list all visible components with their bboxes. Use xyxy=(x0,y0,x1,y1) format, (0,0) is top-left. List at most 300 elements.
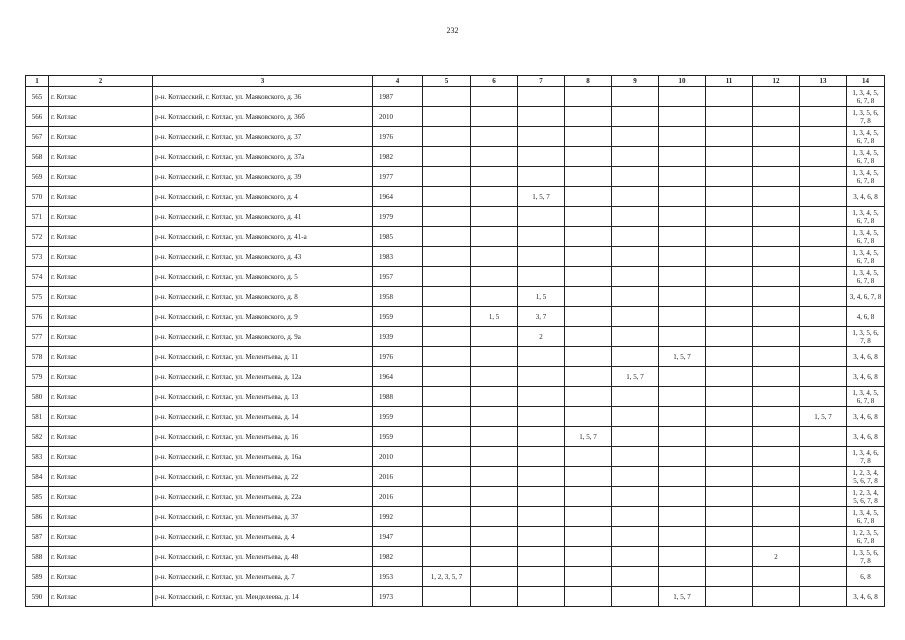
cell-col14: 4, 6, 8 xyxy=(847,307,885,327)
register-table xyxy=(25,75,885,607)
column-header-3: 3 xyxy=(153,76,373,87)
cell-col8 xyxy=(565,547,612,567)
cell-col8 xyxy=(565,507,612,527)
cell-col10: 1, 5, 7 xyxy=(659,587,706,607)
cell-col7 xyxy=(518,107,565,127)
cell-settlement: г. Котлас xyxy=(49,287,153,307)
cell-col7 xyxy=(518,567,565,587)
cell-col14: 1, 3, 4, 6, 7, 8 xyxy=(847,447,885,467)
cell-number: 584 xyxy=(26,467,49,487)
cell-year: 1973 xyxy=(373,587,423,607)
table-row xyxy=(26,547,885,567)
cell-col10 xyxy=(659,547,706,567)
cell-number: 567 xyxy=(26,127,49,147)
cell-col9 xyxy=(612,187,659,207)
cell-settlement: г. Котлас xyxy=(49,527,153,547)
cell-col14: 3, 4, 6, 7, 8 xyxy=(847,287,885,307)
cell-col12 xyxy=(753,447,800,467)
cell-col12 xyxy=(753,247,800,267)
table-row xyxy=(26,407,885,427)
cell-col10 xyxy=(659,307,706,327)
cell-address: р-н. Котласский, г. Котлас, ул. Маяковского, д. 37 xyxy=(153,127,373,147)
cell-col8 xyxy=(565,387,612,407)
cell-col13 xyxy=(800,487,847,507)
cell-col9: 1, 5, 7 xyxy=(612,367,659,387)
cell-col11 xyxy=(706,527,753,547)
cell-col6 xyxy=(471,167,518,187)
cell-col14: 6, 8 xyxy=(847,567,885,587)
cell-year: 1992 xyxy=(373,507,423,527)
cell-col13 xyxy=(800,167,847,187)
cell-col8 xyxy=(565,407,612,427)
cell-col9 xyxy=(612,447,659,467)
cell-col11 xyxy=(706,147,753,167)
cell-number: 579 xyxy=(26,367,49,387)
cell-col5 xyxy=(423,307,471,327)
cell-col8 xyxy=(565,147,612,167)
cell-settlement: г. Котлас xyxy=(49,567,153,587)
cell-col9 xyxy=(612,547,659,567)
cell-col9 xyxy=(612,147,659,167)
cell-col7 xyxy=(518,387,565,407)
cell-col8 xyxy=(565,527,612,547)
cell-col11 xyxy=(706,547,753,567)
cell-address: р-н. Котласский, г. Котлас, ул. Маяковского, д. 37а xyxy=(153,147,373,167)
table-row xyxy=(26,227,885,247)
cell-col9 xyxy=(612,107,659,127)
cell-col9 xyxy=(612,487,659,507)
cell-col6 xyxy=(471,227,518,247)
cell-col6 xyxy=(471,507,518,527)
cell-col10 xyxy=(659,287,706,307)
cell-address: р-н. Котласский, г. Котлас, ул. Маяковского, д. 9 xyxy=(153,307,373,327)
cell-col7: 1, 5 xyxy=(518,287,565,307)
cell-year: 1979 xyxy=(373,207,423,227)
cell-col13 xyxy=(800,427,847,447)
cell-year: 1988 xyxy=(373,387,423,407)
cell-col5: 1, 2, 3, 5, 7 xyxy=(423,567,471,587)
cell-col6 xyxy=(471,407,518,427)
cell-col14: 1, 3, 5, 6, 7, 8 xyxy=(847,327,885,347)
cell-col12 xyxy=(753,587,800,607)
cell-col10 xyxy=(659,227,706,247)
cell-settlement: г. Котлас xyxy=(49,227,153,247)
cell-col7 xyxy=(518,267,565,287)
cell-year: 1976 xyxy=(373,347,423,367)
cell-year: 2010 xyxy=(373,107,423,127)
cell-year: 1983 xyxy=(373,247,423,267)
cell-col14: 1, 3, 4, 5, 6, 7, 8 xyxy=(847,267,885,287)
cell-settlement: г. Котлас xyxy=(49,467,153,487)
cell-address: р-н. Котласский, г. Котлас, ул. Мелентьева, д. 37 xyxy=(153,507,373,527)
cell-col9 xyxy=(612,167,659,187)
cell-col11 xyxy=(706,587,753,607)
cell-col14: 1, 3, 4, 5, 6, 7, 8 xyxy=(847,127,885,147)
cell-col9 xyxy=(612,207,659,227)
cell-col7: 1, 5, 7 xyxy=(518,187,565,207)
cell-col6 xyxy=(471,487,518,507)
cell-col9 xyxy=(612,307,659,327)
cell-col11 xyxy=(706,187,753,207)
table-row xyxy=(26,147,885,167)
cell-col6 xyxy=(471,127,518,147)
cell-col6 xyxy=(471,427,518,447)
cell-col8 xyxy=(565,187,612,207)
cell-col11 xyxy=(706,367,753,387)
cell-col13 xyxy=(800,507,847,527)
table-row xyxy=(26,447,885,467)
cell-col12 xyxy=(753,507,800,527)
cell-col14: 1, 3, 4, 5, 6, 7, 8 xyxy=(847,167,885,187)
cell-col5 xyxy=(423,427,471,447)
cell-col13 xyxy=(800,307,847,327)
cell-col6 xyxy=(471,107,518,127)
cell-col6 xyxy=(471,447,518,467)
cell-col11 xyxy=(706,487,753,507)
cell-col5 xyxy=(423,347,471,367)
cell-address: р-н. Котласский, г. Котлас, ул. Маяковского, д. 43 xyxy=(153,247,373,267)
cell-col12 xyxy=(753,167,800,187)
cell-col9 xyxy=(612,587,659,607)
cell-col13 xyxy=(800,447,847,467)
cell-settlement: г. Котлас xyxy=(49,507,153,527)
cell-col8 xyxy=(565,227,612,247)
cell-settlement: г. Котлас xyxy=(49,587,153,607)
cell-col13 xyxy=(800,467,847,487)
column-header-7: 7 xyxy=(518,76,565,87)
cell-col5 xyxy=(423,87,471,107)
cell-col13 xyxy=(800,547,847,567)
cell-col6 xyxy=(471,267,518,287)
cell-col9 xyxy=(612,567,659,587)
cell-col8 xyxy=(565,287,612,307)
table-row xyxy=(26,567,885,587)
cell-col10 xyxy=(659,567,706,587)
cell-settlement: г. Котлас xyxy=(49,447,153,467)
table-row xyxy=(26,267,885,287)
cell-col10 xyxy=(659,447,706,467)
table-row xyxy=(26,207,885,227)
cell-col10 xyxy=(659,467,706,487)
cell-settlement: г. Котлас xyxy=(49,107,153,127)
cell-address: р-н. Котласский, г. Котлас, ул. Маяковского, д. 41-а xyxy=(153,227,373,247)
cell-col6 xyxy=(471,87,518,107)
cell-col11 xyxy=(706,427,753,447)
cell-settlement: г. Котлас xyxy=(49,387,153,407)
cell-col9 xyxy=(612,427,659,447)
table-row xyxy=(26,527,885,547)
cell-col9 xyxy=(612,387,659,407)
cell-col5 xyxy=(423,467,471,487)
cell-col13 xyxy=(800,207,847,227)
cell-col7 xyxy=(518,427,565,447)
cell-col13 xyxy=(800,287,847,307)
cell-year: 1964 xyxy=(373,367,423,387)
cell-number: 583 xyxy=(26,447,49,467)
cell-col8 xyxy=(565,467,612,487)
table-row xyxy=(26,307,885,327)
cell-col7 xyxy=(518,487,565,507)
cell-col12 xyxy=(753,327,800,347)
cell-col8 xyxy=(565,107,612,127)
cell-col10 xyxy=(659,367,706,387)
cell-col12 xyxy=(753,227,800,247)
cell-settlement: г. Котлас xyxy=(49,347,153,367)
cell-number: 580 xyxy=(26,387,49,407)
cell-col7 xyxy=(518,367,565,387)
cell-year: 1982 xyxy=(373,547,423,567)
cell-col13 xyxy=(800,327,847,347)
cell-settlement: г. Котлас xyxy=(49,147,153,167)
table-row xyxy=(26,167,885,187)
cell-col6 xyxy=(471,547,518,567)
cell-number: 572 xyxy=(26,227,49,247)
column-header-12: 12 xyxy=(753,76,800,87)
cell-settlement: г. Котлас xyxy=(49,247,153,267)
cell-col14: 1, 3, 5, 6, 7, 8 xyxy=(847,107,885,127)
cell-col7 xyxy=(518,87,565,107)
cell-col8 xyxy=(565,267,612,287)
cell-col7 xyxy=(518,207,565,227)
cell-number: 566 xyxy=(26,107,49,127)
cell-number: 578 xyxy=(26,347,49,367)
cell-col13: 1, 5, 7 xyxy=(800,407,847,427)
cell-col12 xyxy=(753,287,800,307)
cell-address: р-н. Котласский, г. Котлас, ул. Мелентьева, д. 16 xyxy=(153,427,373,447)
cell-col5 xyxy=(423,547,471,567)
cell-col13 xyxy=(800,187,847,207)
cell-col14: 3, 4, 6, 8 xyxy=(847,427,885,447)
cell-col13 xyxy=(800,387,847,407)
cell-col7 xyxy=(518,227,565,247)
cell-year: 1957 xyxy=(373,267,423,287)
cell-col10 xyxy=(659,327,706,347)
cell-col7 xyxy=(518,147,565,167)
header-row xyxy=(26,76,885,87)
cell-col7 xyxy=(518,527,565,547)
cell-col6 xyxy=(471,287,518,307)
cell-col9 xyxy=(612,267,659,287)
cell-col6 xyxy=(471,387,518,407)
cell-col12 xyxy=(753,407,800,427)
cell-col9 xyxy=(612,127,659,147)
page-number: 232 xyxy=(446,26,459,35)
cell-col13 xyxy=(800,247,847,267)
cell-col13 xyxy=(800,227,847,247)
cell-year: 1977 xyxy=(373,167,423,187)
cell-col11 xyxy=(706,167,753,187)
table-row xyxy=(26,367,885,387)
cell-col8 xyxy=(565,167,612,187)
cell-col10 xyxy=(659,207,706,227)
cell-col10: 1, 5, 7 xyxy=(659,347,706,367)
cell-col12 xyxy=(753,147,800,167)
cell-col8 xyxy=(565,327,612,347)
cell-col8: 1, 5, 7 xyxy=(565,427,612,447)
table-row xyxy=(26,387,885,407)
cell-col11 xyxy=(706,107,753,127)
cell-col10 xyxy=(659,247,706,267)
cell-col13 xyxy=(800,347,847,367)
cell-col7 xyxy=(518,407,565,427)
column-header-1: 1 xyxy=(26,76,49,87)
cell-year: 1982 xyxy=(373,147,423,167)
cell-col5 xyxy=(423,487,471,507)
cell-col12 xyxy=(753,187,800,207)
cell-col12 xyxy=(753,87,800,107)
cell-number: 581 xyxy=(26,407,49,427)
cell-col8 xyxy=(565,587,612,607)
cell-col5 xyxy=(423,227,471,247)
cell-col12 xyxy=(753,467,800,487)
cell-col5 xyxy=(423,167,471,187)
cell-col8 xyxy=(565,347,612,367)
column-header-14: 14 xyxy=(847,76,885,87)
cell-col11 xyxy=(706,307,753,327)
cell-col11 xyxy=(706,267,753,287)
cell-col14: 1, 2, 3, 4, 5, 6, 7, 8 xyxy=(847,487,885,507)
cell-col5 xyxy=(423,407,471,427)
cell-col12 xyxy=(753,207,800,227)
cell-col6 xyxy=(471,247,518,267)
cell-col14: 1, 2, 3, 5, 6, 7, 8 xyxy=(847,527,885,547)
cell-col8 xyxy=(565,367,612,387)
column-header-2: 2 xyxy=(49,76,153,87)
cell-col11 xyxy=(706,387,753,407)
cell-col7 xyxy=(518,127,565,147)
cell-address: р-н. Котласский, г. Котлас, ул. Мелентьева, д. 16а xyxy=(153,447,373,467)
table-row xyxy=(26,327,885,347)
cell-col8 xyxy=(565,567,612,587)
cell-year: 1959 xyxy=(373,307,423,327)
cell-col14: 3, 4, 6, 8 xyxy=(847,587,885,607)
cell-col14: 3, 4, 6, 8 xyxy=(847,347,885,367)
cell-address: р-н. Котласский, г. Котлас, ул. Маяковского, д. 8 xyxy=(153,287,373,307)
cell-year: 2016 xyxy=(373,467,423,487)
cell-col13 xyxy=(800,267,847,287)
cell-col10 xyxy=(659,487,706,507)
cell-col9 xyxy=(612,527,659,547)
cell-col14: 1, 3, 4, 5, 6, 7, 8 xyxy=(847,87,885,107)
cell-col12 xyxy=(753,307,800,327)
cell-col10 xyxy=(659,507,706,527)
cell-col13 xyxy=(800,527,847,547)
cell-col11 xyxy=(706,407,753,427)
table-row xyxy=(26,487,885,507)
cell-col14: 1, 3, 4, 5, 6, 7, 8 xyxy=(847,507,885,527)
cell-col8 xyxy=(565,207,612,227)
cell-col7 xyxy=(518,467,565,487)
cell-col11 xyxy=(706,347,753,367)
cell-col11 xyxy=(706,467,753,487)
cell-address: р-н. Котласский, г. Котлас, ул. Маяковского, д. 36б xyxy=(153,107,373,127)
cell-number: 568 xyxy=(26,147,49,167)
cell-col14: 1, 3, 4, 5, 6, 7, 8 xyxy=(847,147,885,167)
cell-col6 xyxy=(471,147,518,167)
cell-col13 xyxy=(800,567,847,587)
table-row xyxy=(26,87,885,107)
cell-col12 xyxy=(753,127,800,147)
cell-col5 xyxy=(423,127,471,147)
cell-col6 xyxy=(471,367,518,387)
cell-col10 xyxy=(659,167,706,187)
cell-settlement: г. Котлас xyxy=(49,207,153,227)
table-row xyxy=(26,587,885,607)
cell-col8 xyxy=(565,87,612,107)
cell-settlement: г. Котлас xyxy=(49,547,153,567)
cell-number: 588 xyxy=(26,547,49,567)
table-row xyxy=(26,127,885,147)
cell-col7 xyxy=(518,167,565,187)
cell-col13 xyxy=(800,367,847,387)
cell-address: р-н. Котласский, г. Котлас, ул. Мелентьева, д. 12а xyxy=(153,367,373,387)
cell-col7 xyxy=(518,507,565,527)
cell-col13 xyxy=(800,147,847,167)
cell-col5 xyxy=(423,327,471,347)
cell-col6 xyxy=(471,567,518,587)
cell-address: р-н. Котласский, г. Котлас, ул. Менделеева, д. 14 xyxy=(153,587,373,607)
cell-year: 1987 xyxy=(373,87,423,107)
cell-col14: 1, 3, 4, 5, 6, 7, 8 xyxy=(847,207,885,227)
cell-year: 1976 xyxy=(373,127,423,147)
cell-col6 xyxy=(471,587,518,607)
cell-col5 xyxy=(423,587,471,607)
cell-address: р-н. Котласский, г. Котлас, ул. Мелентьева, д. 4 xyxy=(153,527,373,547)
cell-col14: 3, 4, 6, 8 xyxy=(847,187,885,207)
cell-col7 xyxy=(518,247,565,267)
cell-col12 xyxy=(753,387,800,407)
column-header-4: 4 xyxy=(373,76,423,87)
cell-col7: 3, 7 xyxy=(518,307,565,327)
cell-col12 xyxy=(753,347,800,367)
cell-number: 590 xyxy=(26,587,49,607)
cell-col8 xyxy=(565,127,612,147)
cell-number: 586 xyxy=(26,507,49,527)
cell-address: р-н. Котласский, г. Котлас, ул. Мелентьева, д. 7 xyxy=(153,567,373,587)
cell-address: р-н. Котласский, г. Котлас, ул. Маяковского, д. 39 xyxy=(153,167,373,187)
cell-address: р-н. Котласский, г. Котлас, ул. Мелентьева, д. 48 xyxy=(153,547,373,567)
cell-address: р-н. Котласский, г. Котлас, ул. Маяковского, д. 9а xyxy=(153,327,373,347)
table-row xyxy=(26,347,885,367)
cell-col10 xyxy=(659,427,706,447)
cell-col6: 1, 5 xyxy=(471,307,518,327)
cell-year: 1958 xyxy=(373,287,423,307)
cell-col10 xyxy=(659,407,706,427)
cell-col6 xyxy=(471,187,518,207)
cell-settlement: г. Котлас xyxy=(49,187,153,207)
cell-col13 xyxy=(800,127,847,147)
cell-col9 xyxy=(612,507,659,527)
cell-col12 xyxy=(753,107,800,127)
column-header-10: 10 xyxy=(659,76,706,87)
cell-settlement: г. Котлас xyxy=(49,367,153,387)
cell-address: р-н. Котласский, г. Котлас, ул. Мелентьева, д. 13 xyxy=(153,387,373,407)
cell-col14: 3, 4, 6, 8 xyxy=(847,367,885,387)
table-row xyxy=(26,427,885,447)
cell-col5 xyxy=(423,187,471,207)
cell-number: 565 xyxy=(26,87,49,107)
cell-col14: 1, 3, 4, 5, 6, 7, 8 xyxy=(847,227,885,247)
cell-number: 570 xyxy=(26,187,49,207)
column-header-11: 11 xyxy=(706,76,753,87)
cell-col6 xyxy=(471,327,518,347)
cell-col11 xyxy=(706,87,753,107)
cell-number: 576 xyxy=(26,307,49,327)
cell-col5 xyxy=(423,247,471,267)
cell-address: р-н. Котласский, г. Котлас, ул. Маяковского, д. 4 xyxy=(153,187,373,207)
cell-col5 xyxy=(423,367,471,387)
table-row xyxy=(26,247,885,267)
